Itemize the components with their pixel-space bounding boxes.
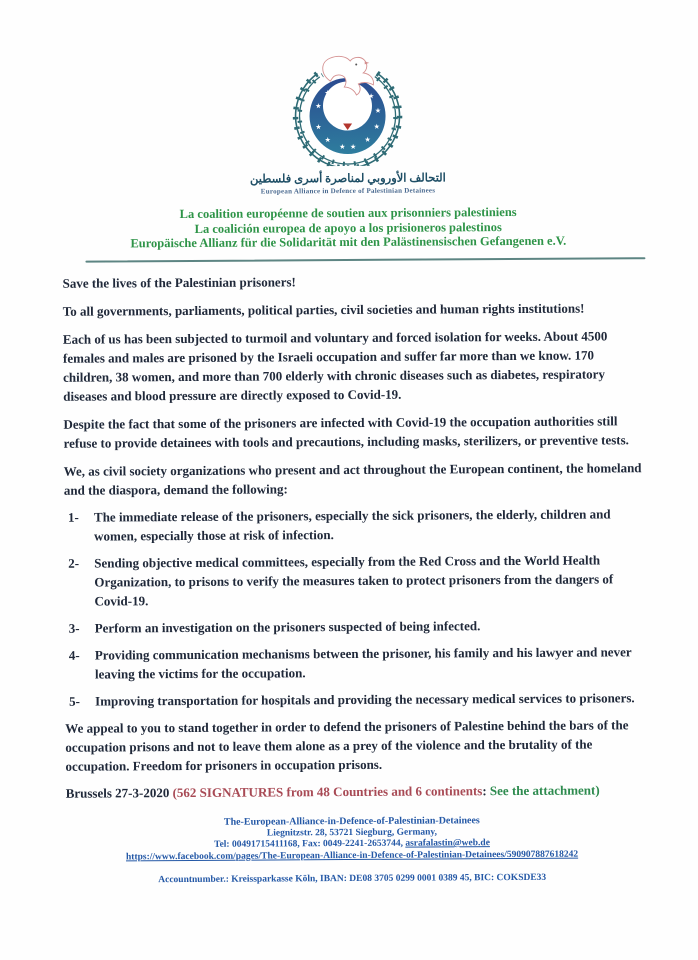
multilingual-header xyxy=(0,204,697,252)
demand-text: Improving transportation for hospitals and providing the necessary medical services to prisoners. xyxy=(95,689,635,709)
svg-text:★: ★ xyxy=(324,136,331,145)
demand-item xyxy=(65,688,646,711)
svg-text:★: ★ xyxy=(374,106,382,115)
header-line-spanish: La coalición europea de apoyo a los prisioneros palestinos xyxy=(194,219,502,236)
org-name-english: European Alliance in Defence of Palestinian Detainees xyxy=(260,186,436,196)
demand-text: Sending objective medical committees, especially from the Red Cross and the World Health Organization, to prisons to verify the measures taken to protect prisoners from the dangers of Covid-19. xyxy=(94,551,614,609)
letter-salutation: To all governments, parliaments, political parties, civil societies and human rights institutions! xyxy=(62,300,585,319)
paragraph: Despite the fact that some of the prisoners are infected with Covid-19 the occupation authorities still refuse to provide detainees with tools and precautions, including masks, sterilizers, or preventive tests. xyxy=(63,412,629,451)
demand-item xyxy=(64,550,645,611)
facebook-link[interactable]: https://www.facebook.com/pages/The-European-Alliance-in-Defence-of-Palestinian-Detainees/590907887618242 xyxy=(125,849,579,862)
closing-paragraph: We appeal to you to stand together in order to defend the prisoners of Palestine behind the bars of the occupation prisons and not to leave them alone as a prey of the violence and the brutality of the occupation. Freedom for prisoners in occupation prisons. xyxy=(65,716,629,774)
email-link[interactable]: asrafalastin@web.de xyxy=(405,838,490,849)
header-line-german: Europäische Allianz für die Solidarität mit den Palästinensischen Gefangenen e.V. xyxy=(130,233,567,251)
footer-address: Liegnitzstr. 28, 53721 Siegburg, Germany, xyxy=(266,826,438,839)
svg-text:★: ★ xyxy=(315,102,322,111)
svg-text:★: ★ xyxy=(324,89,331,98)
demand-text: Perform an investigation on the prisoners suspected of being infected. xyxy=(94,617,481,636)
svg-text:★: ★ xyxy=(364,135,371,144)
dateline-separator: : xyxy=(482,782,490,798)
dateline xyxy=(66,780,647,803)
demand-item xyxy=(65,642,646,684)
footer-org-name: The-European-Alliance-in-Defence-of-Palestinian-Detainees xyxy=(223,814,480,828)
svg-text:★: ★ xyxy=(339,143,346,152)
alliance-emblem-graphic xyxy=(262,53,433,166)
header-line-french: La coalition européenne de soutien aux prisonniers palestiniens xyxy=(179,204,517,222)
demand-text: Providing communication mechanisms between the prisoner, his family and his lawyer and never leaving the victims for the occupation. xyxy=(94,643,632,682)
svg-text:★: ★ xyxy=(373,122,380,131)
svg-text:★: ★ xyxy=(315,123,322,132)
demand-text: The immediate release of the prisoners, especially the sick prisoners, the elderly, children and women, especially those at risk of infection. xyxy=(93,505,611,544)
alliance-emblem xyxy=(0,0,697,197)
svg-text:★: ★ xyxy=(349,142,357,151)
paragraph: Each of us has been subjected to turmoil and voluntary and forced isolation for weeks. About 4500 females and males are prisoned by the Israeli occupation and suffer far more than we know. 170 children, 38 women, and more than 700 elderly with chronic diseases such as diabetes, respiratory diseases and blood pressure are directly exposed to Covid-19. xyxy=(62,327,608,404)
demand-number: 5- xyxy=(69,693,81,709)
footer-tel-fax: Tel: 00491715411168, Fax: 0049-2241-2653744, xyxy=(214,838,406,850)
demand-number: 3- xyxy=(68,620,80,636)
org-name-arabic: التحالف الأوروبي لمناصرة أسرى فلسطين xyxy=(249,172,446,186)
signatures-count: (562 SIGNATURES from 48 Countries and 6 continents xyxy=(172,782,483,800)
letter-title: Save the lives of the Palestinian prisoners! xyxy=(62,273,296,291)
demand-number: 1- xyxy=(67,509,79,525)
demand-number: 2- xyxy=(68,555,80,571)
dateline-place-date: Brussels 27-3-2020 xyxy=(65,784,173,801)
svg-text:★: ★ xyxy=(367,92,375,101)
attachment-note: See the attachment) xyxy=(489,781,600,798)
paragraph: We, as civil society organizations who present and act throughout the European continent, the homeland and the diaspora, demand the following: xyxy=(63,459,642,498)
demand-item xyxy=(64,504,645,546)
letter-body xyxy=(63,270,647,803)
footer-bank-account: Accountnumber.: Kreissparkasse Köln, IBAN: DE08 3705 0299 0001 0389 45, BIC: COKSDE33 xyxy=(158,872,547,886)
letter-footer xyxy=(3,813,698,886)
demand-number: 4- xyxy=(68,647,80,663)
header-divider-rule xyxy=(85,257,645,262)
demand-item xyxy=(65,615,646,638)
